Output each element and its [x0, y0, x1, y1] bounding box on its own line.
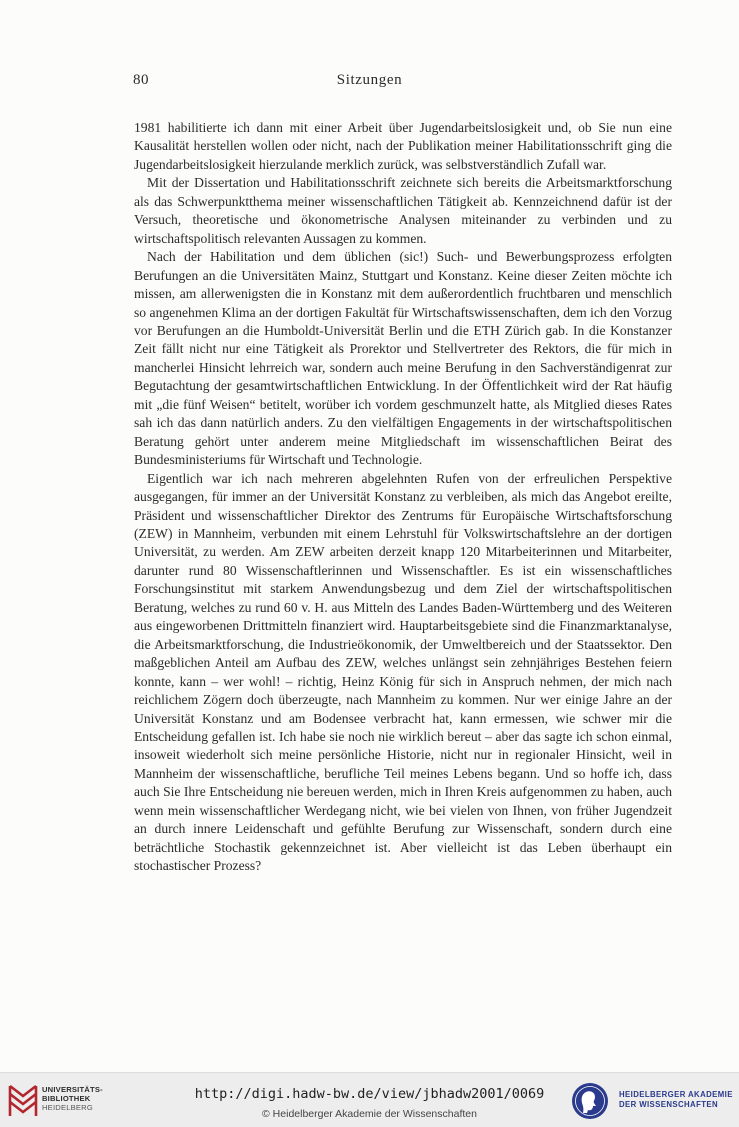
academy-name-line-2: DER WISSENSCHAFTEN — [619, 1100, 719, 1109]
paragraph-1: 1981 habilitierte ich dann mit einer Arbeit über Jugendarbeitslosigkeit und, ob Sie nun eine Kausalität herstellen wollen oder nicht, nach der Publikation meiner Habilitationsschrift ging die Jugendarbeitslosigkeit hierzulande merklich zurück, was selbstverständlich Zufall war. — [134, 120, 672, 172]
academy-name — [619, 1090, 733, 1110]
library-name-line-3: HEIDELBERG — [42, 1103, 93, 1113]
paragraph-4: Eigentlich war ich nach mehreren abgelehnten Rufen von der erfreulichen Perspektive ausgegangen, für immer an der Universität Konstanz zu verbleiben, als mich das Angebot ereilte, Präsident und wissenschaftlicher Direktor des Zentrums für Europäische Wirtschaftsforschung (ZEW) in Mannheim, verbunden mit einem Lehrstuhl für Volkswirtschaftslehre an der dortigen Universität, zu werden. Am ZEW arbeiten derzeit knapp 120 Mitarbeiterinnen und Mitarbeiter, darunter rund 80 Wissenschaftlerinnen und Wissenschaftler. Es ist ein wissenschaftliches Forschungsinstitut mit starkem Anwendungsbezug und dem Ziel der wirtschaftspolitischen Beratung, welches zu rund 60 v. H. aus Mitteln des Landes Baden-Württemberg und des Weiteren aus eingeworbenen Drittmitteln finanziert wird. Hauptarbeitsgebiete sind die Finanzmarktanalyse, die Arbeitsmarktforschung, die Industrieökonomik, der Umweltbereich und der Staatssektor. Den maßgeblichen Anteil am Aufbau des ZEW, welches unlängst sein zehnjähriges Bestehen feiern konnte, kann – wer wohl! – richtig, Heinz König für sich in Anspruch nehmen, der mich nach reichlichem Zögern doch überzeugte, nach Mannheim zu kommen. Nur wer einige Jahre an der Universität Konstanz und am Bodensee verbracht hat, kann ermessen, wie schwer mir die Entscheidung gefallen ist. Ich habe sie noch nie wirklich bereut – aber das sagte ich schon einmal, insoweit wiederholt sich meine persönliche Historie, nicht nur in regionaler Hinsicht, weil in Mannheim der wissenschaftliche, berufliche Teil meines Lebens begann. Und so hoffe ich, dass auch Sie Ihre Entscheidung nie bereuen werden, mich in Ihren Kreis aufgenommen zu haben, auch wenn mein wissenschaftlicher Werdegang nicht, wie bei vielen von Ihnen, von früher Jugendzeit an durch innere Leidenschaft und gefühlte Berufung zur Wissenschaft, sondern durch eine beträchtliche Stochastik gekennzeichnet ist. Aber vielleicht ist das Leben überhaupt ein stochastischer Prozess? — [134, 470, 672, 874]
running-title: Sitzungen — [336, 72, 403, 88]
library-name-line-1: UNIVERSITÄTS- — [42, 1085, 103, 1094]
paragraph-2: Mit der Dissertation und Habilitationsschrift zeichnete sich bereits die Arbeitsmarktforschung als das Schwerpunktthema meiner wissenschaftlichen Tätigkeit ab. Kennzeichnend dafür ist der Versuch, theoretische und ökonometrische Analysen miteinander zu verbinden und zu wirtschaftspolitisch relevanten Aussagen zu kommen. — [134, 175, 672, 246]
copyright-notice: © Heidelberger Akademie der Wissenschaften — [262, 1108, 477, 1120]
body-text — [134, 119, 672, 876]
permalink-url[interactable]: http://digi.hadw-bw.de/view/jbhadw2001/0069 — [194, 1086, 545, 1102]
paragraph-3: Nach der Habilitation und dem üblichen (sic!) Such- und Bewerbungsprozess erfolgten Berufungen an die Universitäten Mainz, Stuttgart und Konstanz. Keine dieser Zeiten möchte ich missen, am allerwenigsten die in Konstanz mit dem außerordentlich fruchtbaren und menschlich so angenehmen Klima an der dortigen Fakultät für Wirtschaftswissenschaften, dem ich den Vorzug vor Berufungen an die Humboldt-Universität Berlin und die ETH Zürich gab. In die Konstanzer Zeit fällt nicht nur eine Tätigkeit als Prorektor und Stellvertreter des Rektors, die für mich in mancherlei Hinsicht lehrreich war, sondern auch meine Berufung in den Sachverständigenrat zur Begutachtung der gesamtwirtschaftlichen Entwicklung. In der Öffentlichkeit wird der Rat häufig mit „die fünf Weisen“ betitelt, worüber ich vordem geschmunzelt hatte, als Mitglied dieses Rates sah ich das dann natürlich anders. Zu den vielfältigen Engagements in der wirtschaftspolitischen Beratung gehört unter anderem meine Mitgliedschaft im wissenschaftlichen Beirat des Bundesministeriums für Wirtschaft und Technologie. — [134, 249, 672, 468]
academy-seal-icon[interactable] — [571, 1082, 609, 1120]
academy-name-line-1: HEIDELBERGER AKADEMIE — [619, 1090, 733, 1099]
page-number: 80 — [133, 72, 149, 88]
viewer-footer — [0, 1072, 739, 1127]
library-name-line-2: BIBLIOTHEK — [42, 1094, 91, 1104]
